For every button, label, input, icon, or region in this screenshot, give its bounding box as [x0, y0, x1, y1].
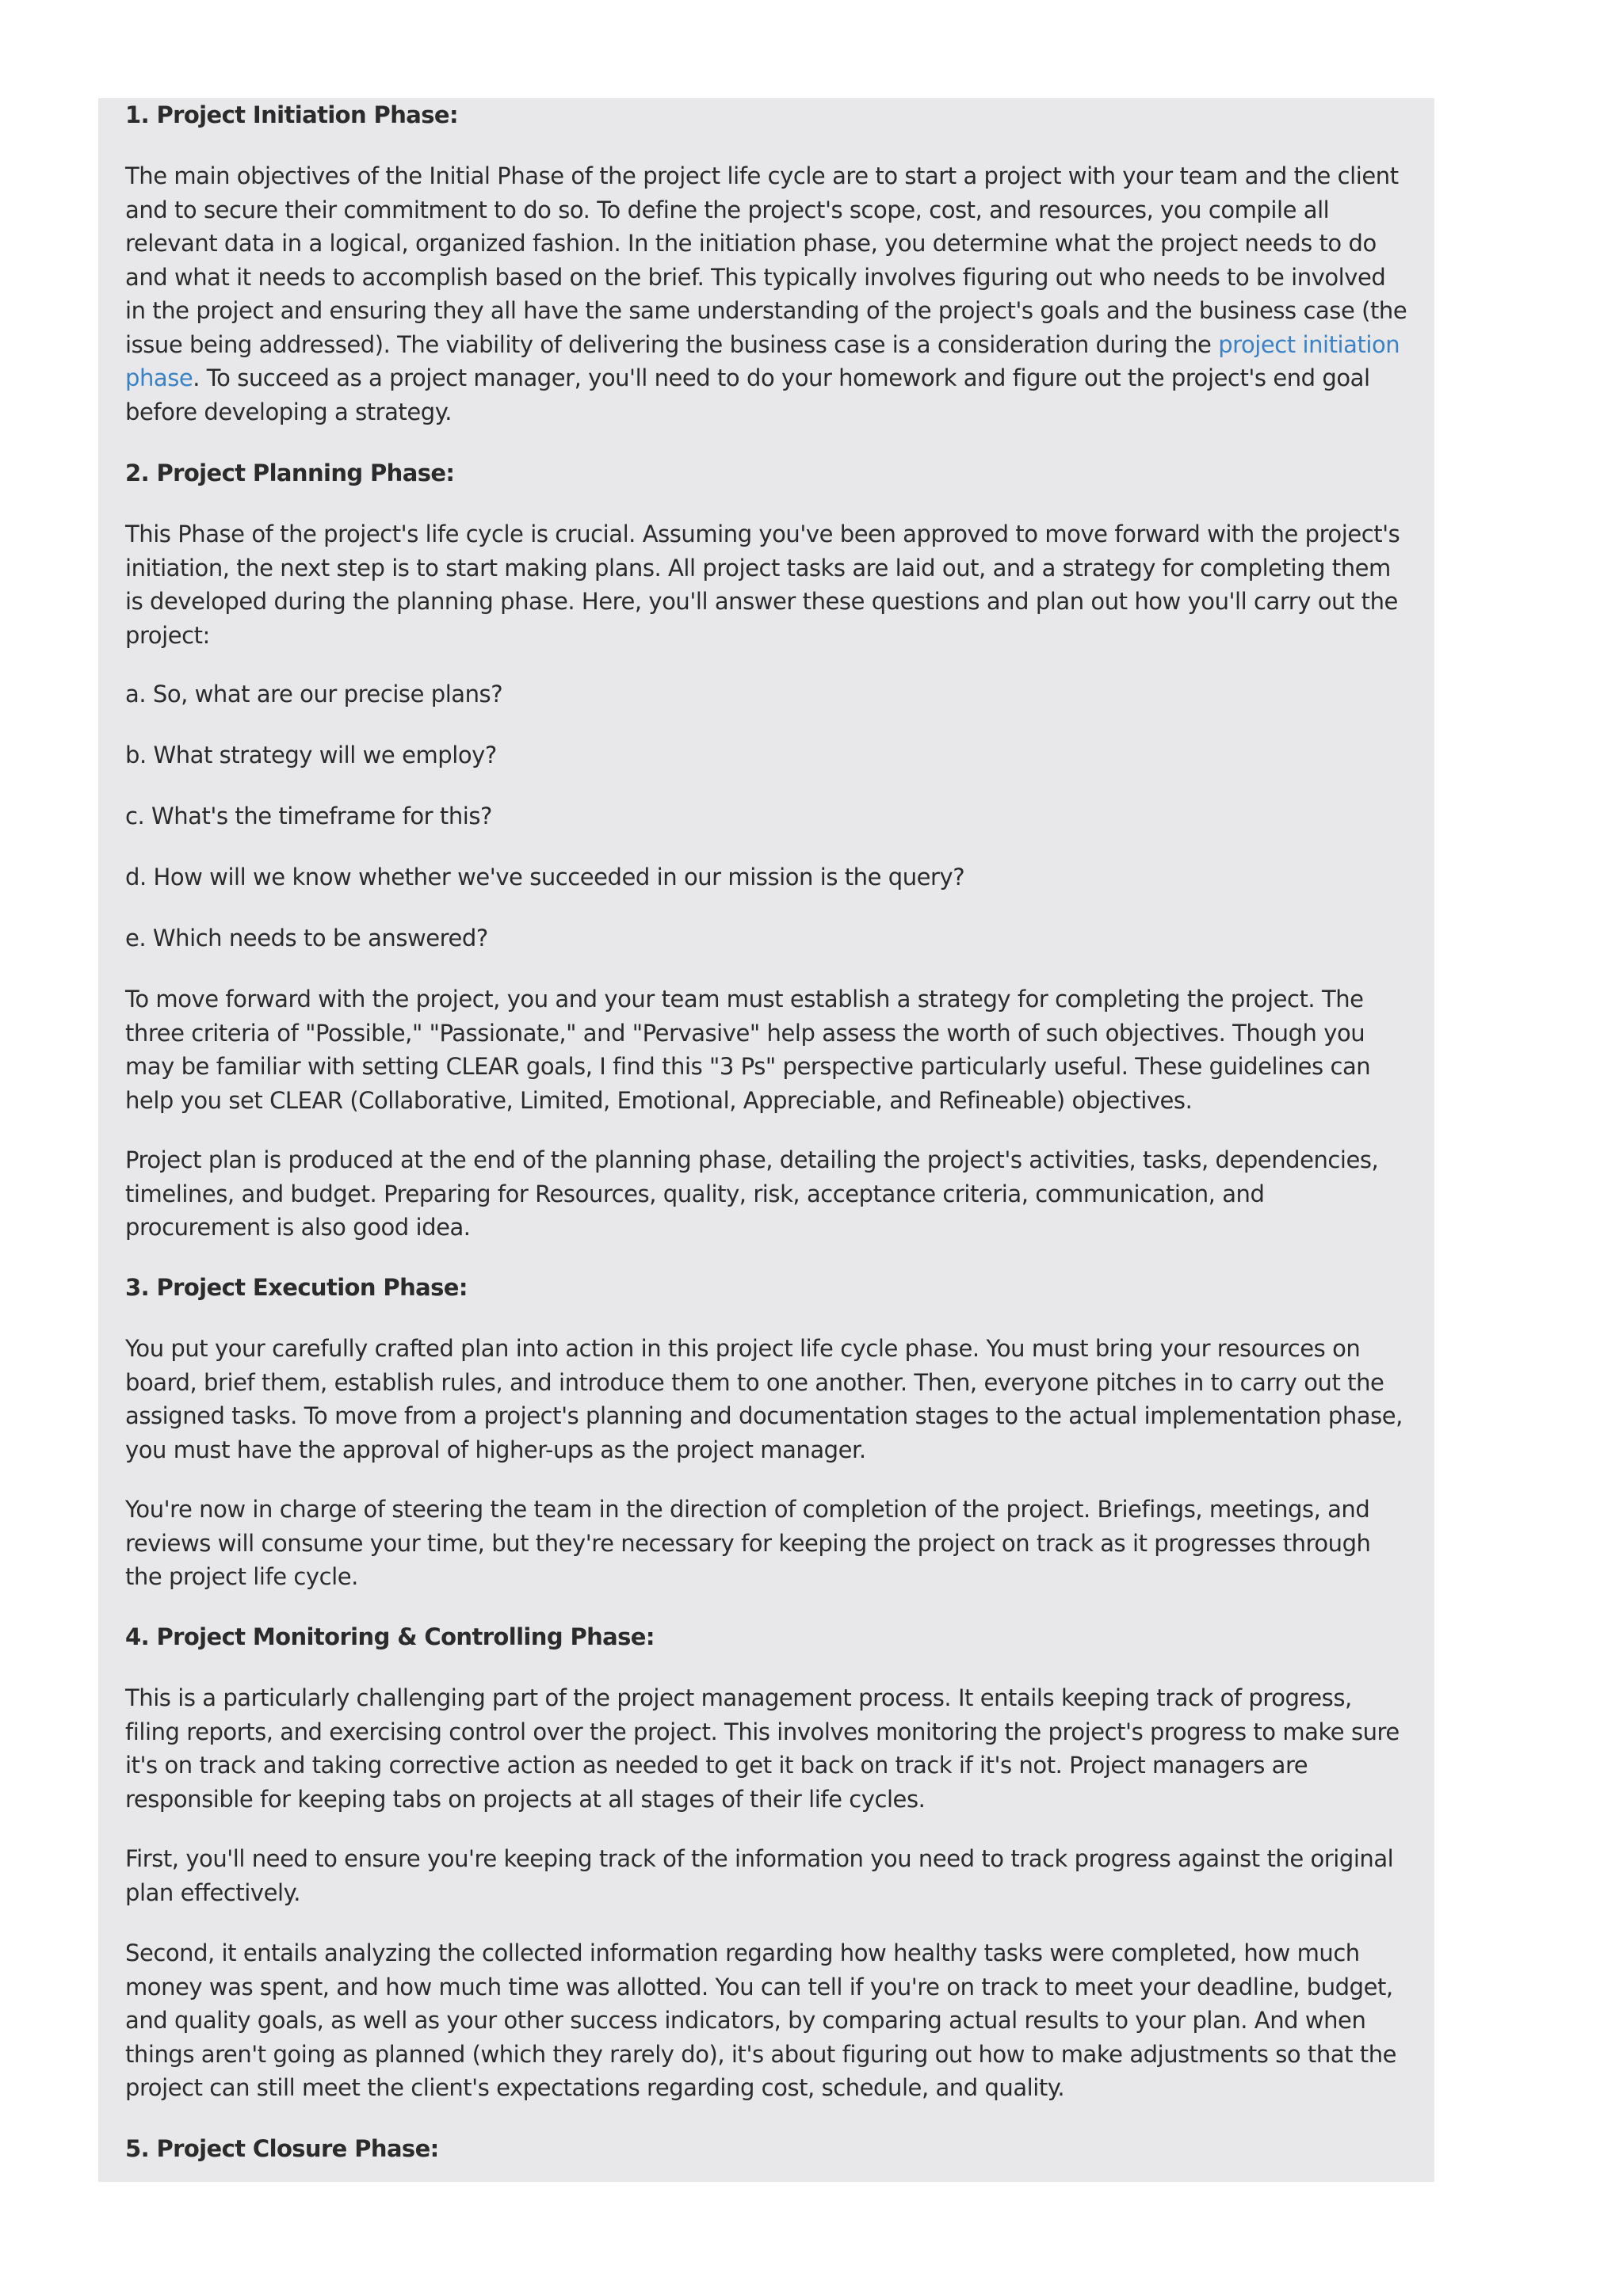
heading-initiation: 1. Project Initiation Phase:: [125, 101, 458, 128]
question-b: b. What strategy will we employ?: [125, 742, 497, 769]
question-a: a. So, what are our precise plans?: [125, 681, 503, 707]
content-panel: [98, 98, 1434, 2182]
heading-execution: 3. Project Execution Phase:: [125, 1274, 468, 1301]
heading-planning: 2. Project Planning Phase:: [125, 460, 455, 486]
paragraph-initiation: [125, 159, 1411, 429]
paragraph-monitoring-3: Second, it entails analyzing the collected information regarding how healthy tasks were completed, how much money was spent, and how much time was allotted. You can tell if you're on track to meet your deadline, budget, and quality goals, as well as your other success indicators, by comparing actual results to your plan. And when things aren't going as planned (which they rarely do), it's about figuring out how to make adjustments so that the project can still meet the client's expectations regarding cost, schedule, and quality.: [125, 1939, 1397, 2101]
question-c: c. What's the timeframe for this?: [125, 803, 492, 830]
paragraph-monitoring-1: This is a particularly challenging part of the project management process. It entails keeping track of progress, filing reports, and exercising control over the project. This involves monitoring the project's progress to make sure it's on track and taking corrective action as needed to get it back on track if it's not. Project managers are responsible for keeping tabs on projects at all stages of their life cycles.: [125, 1684, 1400, 1813]
paragraph-execution-1: You put your carefully crafted plan into action in this project life cycle phase. You must bring your resources on board, brief them, establish rules, and introduce them to one another. Then, everyone pitches in to carry out the assigned tasks. To move from a project's planning and documentation stages to the actual implementation phase, you must have the approval of higher-ups as the project manager.: [125, 1335, 1403, 1463]
paragraph-monitoring-2: First, you'll need to ensure you're keeping track of the information you need to track progress against the original plan effectively.: [125, 1845, 1394, 1906]
question-d: d. How will we know whether we've succeeded in our mission is the query?: [125, 864, 965, 891]
paragraph-planning-3: Project plan is produced at the end of the planning phase, detailing the project's activities, tasks, dependencies, timelines, and budget. Preparing for Resources, quality, risk, acceptance criteria, communication, and procurement is also good idea.: [125, 1146, 1379, 1241]
paragraph-planning-1: This Phase of the project's life cycle is crucial. Assuming you've been approved to move forward with the project's initiation, the next step is to start making plans. All project tasks are laid out, and a strategy for completing them is developed during the planning phase. Here, you'll answer these questions and plan out how you'll carry out the project:: [125, 521, 1400, 649]
paragraph-initiation-text-1: The main objectives of the Initial Phase of the project life cycle are to start a project with your team and the client and to secure their commitment to do so. To define the project's scope, cost, and resources, you compile all relevant data in a logical, organized fashion. In the initiation phase, you determine what the project needs to do and what it needs to accomplish based on the brief. This typically involves figuring out who needs to be involved in the project and ensuring they all have the same understanding of the project's goals and the business case (the issue being addressed). The viability of delivering the business case is a consideration during the: [125, 162, 1407, 358]
question-e: e. Which needs to be answered?: [125, 925, 488, 952]
project-initiation-phase-link[interactable]: project initiation phase: [125, 330, 1400, 391]
heading-monitoring: 4. Project Monitoring & Controlling Phase:: [125, 1623, 655, 1650]
paragraph-planning-2: To move forward with the project, you and your team must establish a strategy for completing the project. The three criteria of "Possible," "Passionate," and "Pervasive" help assess the worth of such objectives. Though you may be familiar with setting CLEAR goals, I find this "3 Ps" perspective particularly useful. These guidelines can help you set CLEAR (Collaborative, Limited, Emotional, Appreciable, and Refineable) objectives.: [125, 986, 1371, 1114]
heading-closure: 5. Project Closure Phase:: [125, 2135, 439, 2162]
paragraph-execution-2: You're now in charge of steering the team in the direction of completion of the project. Briefings, meetings, and reviews will consume your time, but they're necessary for keeping the project on track as it progresses through the project life cycle.: [125, 1496, 1371, 1590]
paragraph-initiation-text-2: . To succeed as a project manager, you'll need to do your homework and figure out the project's end goal before developing a strategy.: [125, 364, 1370, 425]
